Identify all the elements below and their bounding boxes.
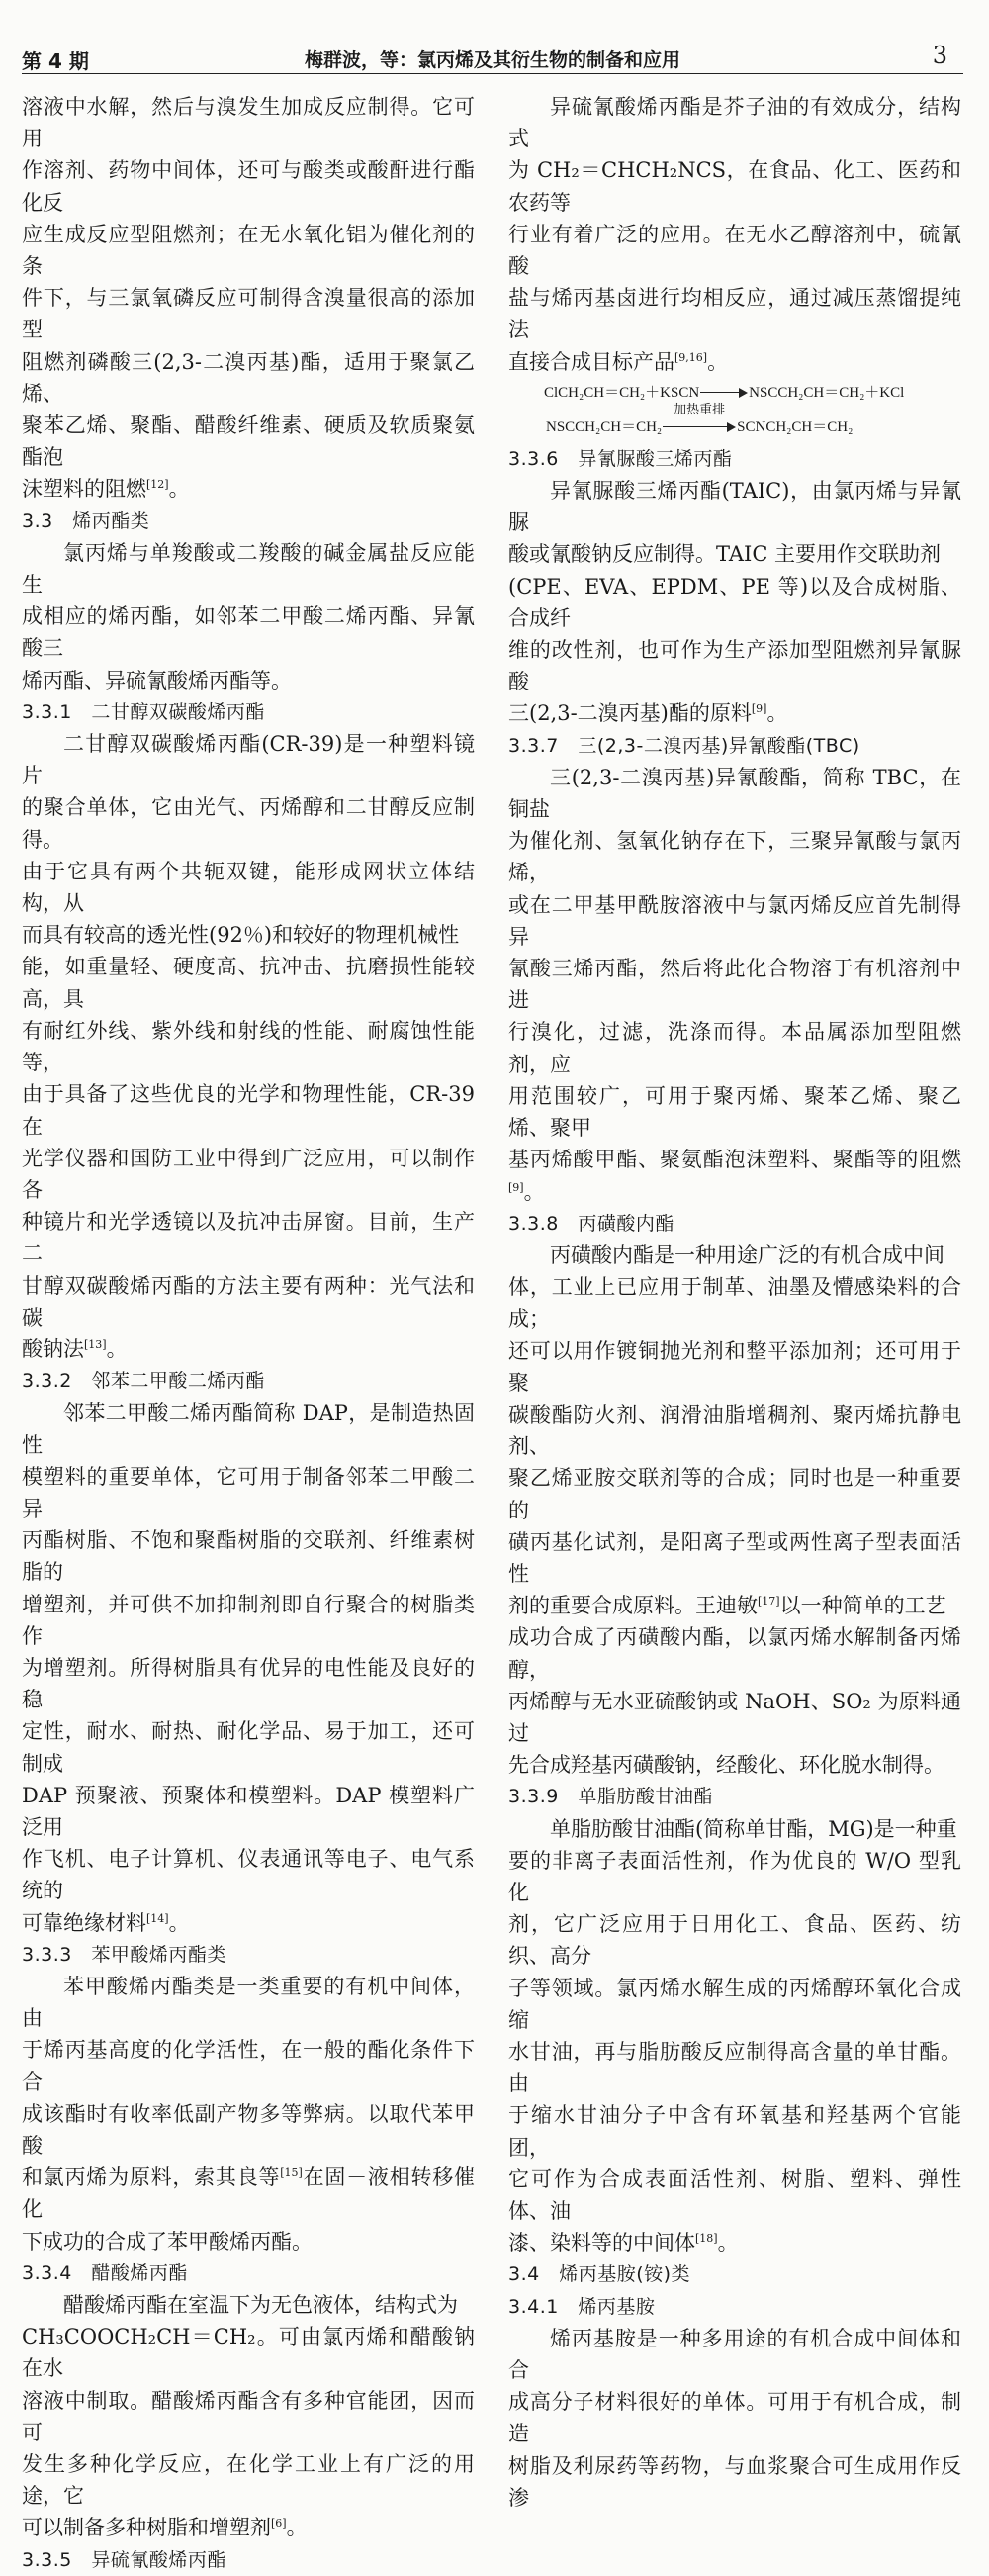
- reaction-arrow-icon: [700, 388, 748, 398]
- text-line: 要的非离子表面活性剂，作为优良的 W/O 型乳化: [508, 1848, 961, 1904]
- citation: [9]: [508, 1180, 524, 1194]
- text-fragment: 在固－液相转移催化: [22, 2165, 476, 2222]
- section-heading-3-4: 3.4 烯丙基胺(铵)类: [508, 2263, 691, 2286]
- citation: [17]: [758, 1595, 780, 1609]
- text-line: [22, 2162, 475, 2225]
- text-fragment: 。: [106, 1336, 128, 1361]
- equation-reactants: NSCCH₂CH＝CH₂: [546, 418, 663, 435]
- text-line: 或在二甲基甲酰胺溶液中与氯丙烯反应首先制得异: [508, 892, 961, 949]
- text-line: 而具有较高的透光性(92％)和较好的物理机械性: [22, 923, 460, 948]
- text-fragment: 酸钠法: [22, 1336, 84, 1361]
- section-heading-3-3-3: 3.3.3 苯甲酸烯丙酯类: [22, 1943, 226, 1966]
- section-heading-3-3-8: 3.3.8 丙磺酸内酯: [508, 1212, 674, 1235]
- reaction-condition: 加热重排: [674, 403, 726, 418]
- text-fragment: 三(2,3-二溴丙基)酯的原料: [508, 701, 752, 726]
- text-line: 于烯丙基高度的化学活性，在一般的酯化条件下合: [22, 2038, 475, 2094]
- text-line: 醋酸烯丙酯在室温下为无色液体，结构式为: [63, 2293, 458, 2318]
- text-line: 由于具备了这些优良的光学和物理性能，CR-39 在: [22, 1082, 475, 1139]
- text-line: 发生多种化学反应，在化学工业上有广泛的用途，它: [22, 2452, 475, 2509]
- text-line: 子等领域。氯丙烯水解生成的丙烯醇环氧化合成缩: [508, 1976, 961, 2032]
- text-line: 树脂及利尿药等药物，与血浆聚合可生成用作反渗: [508, 2453, 961, 2510]
- citation: [9]: [751, 702, 767, 716]
- text-line: 溶液中水解，然后与溴发生加成反应制得。它可用: [22, 95, 475, 151]
- text-line: 为 CH₂＝CHCH₂NCS，在食品、化工、医药和农药等: [508, 158, 961, 215]
- text-line: 氰酸三烯丙酯，然后将此化合物溶于有机溶剂中进: [508, 957, 961, 1013]
- text-fragment: 沫塑料的阻燃: [22, 477, 146, 502]
- section-heading-3-3-1: 3.3.1 二甘醇双碳酸烯丙酯: [22, 700, 265, 723]
- equation-products: SCNCH₂CH＝CH₂: [737, 418, 854, 435]
- text-line: 丙磺酸内酯是一种用途广泛的有机合成中间: [550, 1242, 944, 1267]
- text-line: 作飞机、电子计算机、仪表通讯等电子、电气系统的: [22, 1847, 475, 1903]
- text-fragment: 漆、染料等的中间体: [508, 2231, 695, 2255]
- text-line: [508, 346, 961, 378]
- citation: [15]: [280, 2166, 303, 2180]
- text-line: 异氰脲酸三烯丙酯(TAIC)，由氯丙烯与异氰脲: [508, 479, 961, 535]
- text-line: 维的改性剂，也可作为生产添加型阻燃剂异氰脲酸: [508, 638, 961, 694]
- text-line: [508, 1590, 961, 1621]
- text-line: 行溴化，过滤，洗涤而得。本品属添加型阻燃剂，应: [508, 1020, 961, 1076]
- text-fragment: 。: [523, 1179, 545, 1204]
- text-line: 苯甲酸烯丙酯类是一类重要的有机中间体，由: [22, 1974, 475, 2031]
- text-line: 成功合成了丙磺酸内酯，以氯丙烯水解制备丙烯醇，: [508, 1625, 961, 1682]
- paragraph-bromide-continuation: [22, 91, 475, 506]
- text-line: 甘醇双碳酸烯丙酯的方法主要有两种：光气法和碳: [22, 1273, 475, 1330]
- text-fragment: 可以制备多种树脂和增塑剂: [22, 2516, 271, 2540]
- text-fragment: 。: [168, 477, 190, 502]
- text-line: 还可以用作镀铜抛光剂和整平添加剂；还可用于聚: [508, 1338, 961, 1395]
- text-line: 成该酯时有收率低副产物多等弊病。以取代苯甲酸: [22, 2101, 475, 2158]
- running-title: 梅群波，等：氯丙烯及其衍生物的制备和应用: [304, 49, 680, 71]
- section-heading-3-4-1: 3.4.1 烯丙基胺: [508, 2295, 656, 2318]
- text-line: 光学仪器和国防工业中得到广泛应用，可以制作各: [22, 1146, 475, 1202]
- text-line: 应生成反应型阻燃剂；在无水氧化铝为催化剂的条: [22, 222, 475, 279]
- text-line: 定性，耐水、耐热、耐化学品、易于加工，还可制成: [22, 1719, 475, 1776]
- text-line: [22, 1334, 475, 1365]
- text-line: 有耐红外线、紫外线和射线的性能、耐腐蚀性能等，: [22, 1018, 475, 1075]
- text-fragment: 。: [286, 2516, 308, 2540]
- text-line: 三(2,3-二溴丙基)异氰酸酯，简称 TBC，在铜盐: [508, 765, 961, 822]
- citation: [12]: [146, 478, 169, 492]
- text-fragment: 可靠绝缘材料: [22, 1910, 146, 1935]
- reaction-equation-2: [508, 403, 961, 443]
- equation-products: NSCCH₂CH＝CH₂＋KCl: [749, 384, 905, 401]
- text-line: 丙烯醇与无水亚硫酸钠或 NaOH、SO₂ 为原料通过: [508, 1689, 961, 1745]
- section-heading-3-3: 3.3 烯丙酯类: [22, 509, 150, 532]
- equation-reactants: ClCH₂CH＝CH₂＋KSCN: [544, 384, 700, 401]
- text-line: 成相应的烯丙酯，如邻苯二甲酸二烯丙酯、异氰酸三: [22, 604, 475, 661]
- text-line: 盐与烯丙基卤进行均相反应，通过减压蒸馏提纯法: [508, 286, 961, 342]
- text-line: 聚乙烯亚胺交联剂等的合成；同时也是一种重要的: [508, 1466, 961, 1522]
- text-line: 烯丙基胺是一种多用途的有机合成中间体和合: [508, 2326, 961, 2383]
- text-line: 先合成羟基丙磺酸钠，经酸化、环化脱水制得。: [508, 1753, 944, 1778]
- text-fragment: 和氯丙烯为原料，索其良等: [22, 2165, 281, 2190]
- issue-label: 第 4 期: [22, 49, 89, 73]
- text-line: 于缩水甘油分子中含有环氧基和羟基两个官能团，: [508, 2103, 961, 2160]
- citation: [14]: [146, 1911, 169, 1925]
- section-heading-3-3-5: 3.3.5 异硫氰酸烯丙酯: [22, 2548, 226, 2571]
- citation: [6]: [271, 2517, 287, 2530]
- reaction-arrow-icon: [663, 403, 736, 432]
- text-line: 它可作为合成表面活性剂、树脂、塑料、弹性体、油: [508, 2166, 961, 2223]
- text-fragment: 。: [717, 2231, 739, 2255]
- text-line: 为增塑剂。所得树脂具有优异的电性能及良好的稳: [22, 1655, 475, 1712]
- text-line: 阻燃剂磷酸三(2,3-二溴丙基)酯，适用于聚氯乙烯、: [22, 349, 475, 406]
- text-line: [22, 1907, 475, 1939]
- text-line: 体，工业上已应用于制革、油墨及懵感染料的合成；: [508, 1275, 961, 1332]
- text-fragment: 基丙烯酸甲酯、聚氨酯泡沫塑料、聚酯等的阻燃: [508, 1148, 961, 1172]
- text-line: 磺丙基化试剂，是阳离子型或两性离子型表面活性: [508, 1529, 961, 1586]
- section-heading-3-3-6: 3.3.6 异氰脲酸三烯丙酯: [508, 447, 733, 470]
- section-heading-3-3-2: 3.3.2 邻苯二甲酸二烯丙酯: [22, 1370, 265, 1393]
- citation: [9,16]: [674, 350, 708, 364]
- text-line: 溶液中制取。醋酸烯丙酯含有多种官能团，因而可: [22, 2388, 475, 2444]
- text-line: 行业有着广泛的应用。在无水乙醇溶剂中，硫氰酸: [508, 222, 961, 279]
- text-line: [508, 697, 961, 729]
- text-line: 能，如重量轻、硬度高、抗冲击、抗磨损性能较高，具: [22, 955, 475, 1011]
- text-line: 氯丙烯与单羧酸或二羧酸的碱金属盐反应能生: [22, 540, 475, 598]
- text-line: [508, 2227, 961, 2258]
- text-line: 为催化剂、氢氧化钠存在下，三聚异氰酸与氯丙烯，: [508, 829, 961, 885]
- text-line: 聚苯乙烯、聚酯、醋酸纤维素、硬质及软质聚氨酯泡: [22, 414, 475, 470]
- text-fragment: 。: [766, 701, 788, 726]
- text-line: 作溶剂、药物中间体，还可与酸类或酸酐进行酯化反: [22, 158, 475, 215]
- text-line: 异硫氰酸烯丙酯是芥子油的有效成分，结构式: [508, 95, 961, 151]
- text-line: [508, 1144, 961, 1207]
- text-line: CH₃COOCH₂CH＝CH₂。可由氯丙烯和醋酸钠在水: [22, 2325, 475, 2381]
- page-number: 3: [932, 42, 947, 69]
- text-line: 剂，它广泛应用于日用化工、食品、医药、纺织、高分: [508, 1912, 961, 1969]
- text-line: 下成功的合成了苯甲酸烯丙酯。: [22, 2229, 313, 2254]
- text-line: 成高分子材料很好的单体。可用于有机合成，制造: [508, 2390, 961, 2446]
- text-line: 件下，与三氯氧磷反应可制得含溴量很高的添加型: [22, 286, 475, 342]
- text-line: DAP 预聚液、预聚体和模塑料。DAP 模塑料广泛用: [22, 1783, 475, 1839]
- text-line: 单脂肪酸甘油酯(简称单甘酯，MG)是一种重: [550, 1816, 957, 1841]
- section-heading-3-3-7: 3.3.7 三(2,3-二溴丙基)异氰酸酯(TBC): [508, 734, 860, 757]
- text-line: 邻苯二甲酸二烯丙酯简称 DAP，是制造热固性: [22, 1401, 475, 1457]
- page-header: [22, 40, 963, 74]
- text-line: 增塑剂，并可供不加抑制剂即自行聚合的树脂类作: [22, 1592, 475, 1648]
- text-line: 模塑料的重要单体，它可用于制备邻苯二甲酸二异: [22, 1464, 475, 1520]
- section-heading-3-3-9: 3.3.9 单脂肪酸甘油酯: [508, 1786, 713, 1808]
- text-fragment: 。: [168, 1910, 190, 1935]
- text-line: 水甘油，再与脂肪酸反应制得高含量的单甘酯。由: [508, 2039, 961, 2096]
- section-heading-3-3-4: 3.3.4 醋酸烯丙酯: [22, 2261, 188, 2284]
- right-column: [508, 91, 961, 2514]
- text-line: [22, 473, 475, 505]
- text-line: 的聚合单体，它由光气、丙烯醇和二甘醇反应制得。: [22, 795, 475, 852]
- text-line: (CPE、EVA、EPDM、PE 等)以及合成树脂、合成纤: [508, 574, 961, 630]
- text-fragment: 剂的重要合成原料。王迪敏: [508, 1594, 758, 1618]
- left-column: [22, 91, 475, 2576]
- text-line: 由于它具有两个共轭双键，能形成网状立体结构，从: [22, 859, 475, 916]
- text-line: 酸或氰酸钠反应制得。TAIC 主要用作交联助剂: [508, 542, 942, 567]
- text-line: 烯丙酯、异硫氰酸烯丙酯等。: [22, 668, 292, 692]
- text-line: 二甘醇双碳酸烯丙酯(CR-39)是一种塑料镜片: [22, 732, 475, 788]
- text-line: 碳酸酯防火剂、润滑油脂增稠剂、聚丙烯抗静电剂、: [508, 1402, 961, 1459]
- text-line: [22, 2512, 475, 2543]
- citation: [13]: [84, 1337, 107, 1351]
- text-line: 用范围较广，可用于聚丙烯、聚苯乙烯、聚乙烯、聚甲: [508, 1083, 961, 1141]
- text-fragment: 以一种简单的工艺: [779, 1594, 946, 1618]
- text-line: 种镜片和光学透镜以及抗冲击屏窗。目前，生产二: [22, 1210, 475, 1266]
- text-fragment: 。: [707, 349, 729, 374]
- text-line: 丙酯树脂、不饱和聚酯树脂的交联剂、纤维素树脂的: [22, 1528, 475, 1585]
- citation: [18]: [695, 2232, 718, 2246]
- text-fragment: 直接合成目标产品: [508, 349, 674, 374]
